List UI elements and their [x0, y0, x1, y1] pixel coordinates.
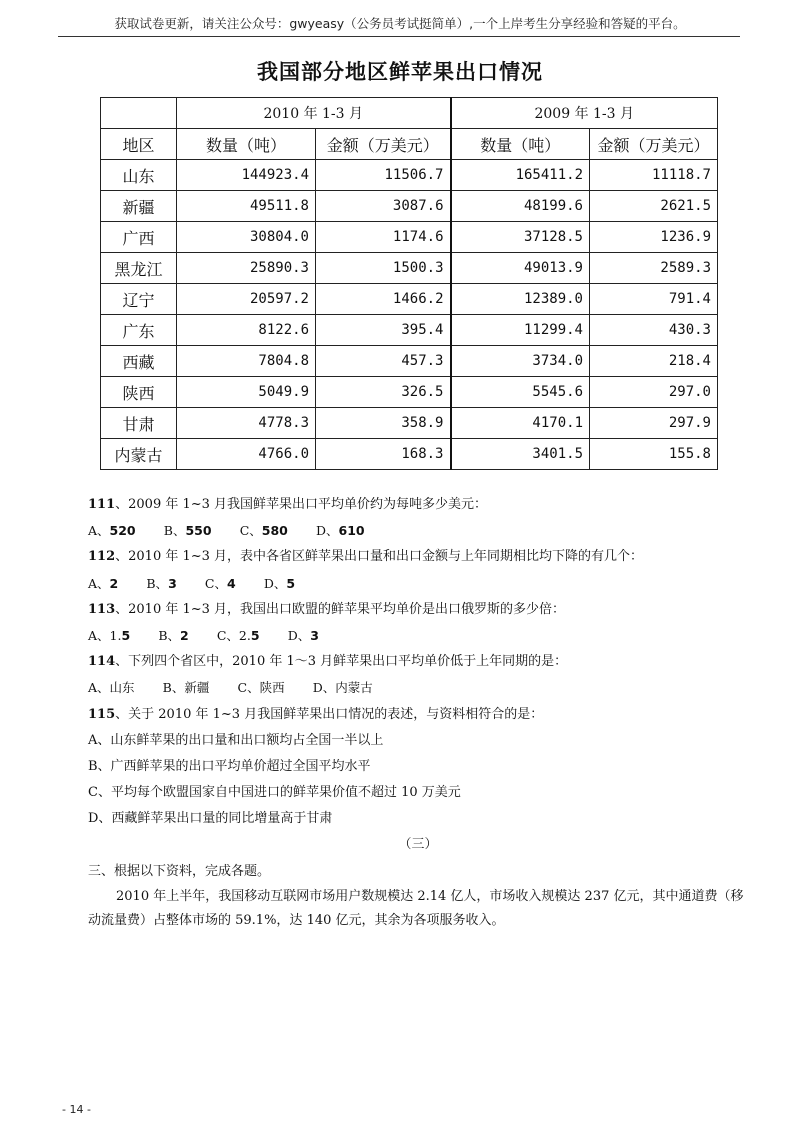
region-cell: 黑龙江 [101, 253, 177, 284]
question-number: 113 [88, 601, 116, 617]
option-c[interactable]: C、580 [239, 523, 288, 539]
options-112 [88, 571, 748, 597]
section-intro: 三、根据以下资料，完成各题。 [88, 863, 271, 879]
options-113 [88, 623, 748, 649]
question-text: 、2010 年 1~3 月，表中各省区鲜苹果出口量和出口金额与上年同期相比均下降的有几个： [115, 549, 644, 565]
option-b[interactable]: B、广西鲜苹果的出口平均单价超过全国平均水平 [88, 758, 371, 774]
value-cell: 326.5 [316, 377, 451, 408]
question-114 [88, 649, 748, 675]
option-a[interactable]: A、520 [88, 523, 136, 539]
table-row [101, 253, 718, 284]
section-marker: （三） [398, 837, 438, 853]
apple-export-table [100, 97, 718, 470]
value-cell: 5049.9 [177, 377, 316, 408]
value-cell: 11299.4 [451, 315, 590, 346]
value-cell: 4778.3 [177, 408, 316, 439]
value-cell: 297.9 [590, 408, 718, 439]
value-cell: 2589.3 [590, 253, 718, 284]
table-row [101, 222, 718, 253]
region-cell: 广东 [101, 315, 177, 346]
value-cell: 8122.6 [177, 315, 316, 346]
value-cell: 297.0 [590, 377, 718, 408]
option-d[interactable]: D、3 [287, 627, 319, 643]
value-cell: 1500.3 [316, 253, 451, 284]
value-cell: 5545.6 [451, 377, 590, 408]
value-cell: 30804.0 [177, 222, 316, 253]
question-text: 、下列四个省区中，2010 年 1～3 月鲜苹果出口平均单价低于上年同期的是： [115, 654, 568, 670]
question-text: 、关于 2010 年 1~3 月我国鲜苹果出口情况的表述，与资料相符合的是： [115, 706, 544, 722]
region-cell: 陕西 [101, 377, 177, 408]
value-cell: 457.3 [316, 346, 451, 377]
year-header-row [101, 98, 718, 129]
option-c[interactable]: C、平均每个欧盟国家自中国进口的鲜苹果价值不超过 10 万美元 [88, 785, 461, 801]
question-115 [88, 702, 748, 728]
value-cell: 1466.2 [316, 284, 451, 315]
region-cell: 辽宁 [101, 284, 177, 315]
question-112 [88, 544, 748, 570]
value-cell: 168.3 [316, 439, 451, 470]
col-header-qty-2009: 数量（吨） [451, 129, 590, 160]
region-cell: 广西 [101, 222, 177, 253]
value-cell: 11506.7 [316, 160, 451, 191]
table-row [101, 191, 718, 222]
option-b[interactable]: B、550 [163, 523, 212, 539]
table-row [101, 284, 718, 315]
question-text: 、2009 年 1~3 月我国鲜苹果出口平均单价约为每吨多少美元： [115, 497, 488, 512]
question-number: 115 [88, 706, 116, 722]
value-cell: 165411.2 [451, 160, 590, 191]
table-row [101, 346, 718, 377]
value-cell: 218.4 [590, 346, 718, 377]
value-cell: 12389.0 [451, 284, 590, 315]
value-cell: 430.3 [590, 315, 718, 346]
option-a[interactable]: A、山东 [88, 680, 135, 696]
table-title: 我国部分地区鲜苹果出口情况 [257, 60, 543, 84]
region-cell: 内蒙古 [101, 439, 177, 470]
value-cell: 1236.9 [590, 222, 718, 253]
value-cell: 395.4 [316, 315, 451, 346]
value-cell: 155.8 [590, 439, 718, 470]
value-cell: 791.4 [590, 284, 718, 315]
option-d[interactable]: D、西藏鲜苹果出口量的同比增量高于甘肃 [88, 811, 333, 827]
page-number: - 14 - [62, 1103, 91, 1116]
options-111 [88, 518, 748, 544]
value-cell: 4766.0 [177, 439, 316, 470]
year-header-2009: 2009 年 1-3 月 [451, 98, 718, 129]
header-note: 获取试卷更新，请关注公众号：gwyeasy（公务员考试挺简单）,一个上岸考生分享经验和答疑的平台。 [114, 16, 686, 31]
option-b[interactable]: B、3 [146, 575, 177, 591]
option-d[interactable]: D、内蒙古 [312, 680, 373, 696]
region-cell: 西藏 [101, 346, 177, 377]
region-cell: 山东 [101, 160, 177, 191]
option-d[interactable]: D、5 [263, 575, 296, 591]
value-cell: 2621.5 [590, 191, 718, 222]
table-row [101, 315, 718, 346]
value-cell: 7804.8 [177, 346, 316, 377]
option-a[interactable]: A、1.5 [88, 627, 131, 643]
value-cell: 11118.7 [590, 160, 718, 191]
option-c[interactable]: C、陕西 [237, 680, 285, 696]
passage-paragraph: 2010 年上半年，我国移动互联网市场用户数规模达 2.14 亿人，市场收入规模达 237 亿元，其中通道费（移动流量费）占整体市场的 59.1%，达 140 亿元，其余为各项服务收入。 [88, 888, 744, 928]
value-cell: 25890.3 [177, 253, 316, 284]
value-cell: 49511.8 [177, 191, 316, 222]
question-113 [88, 597, 748, 623]
value-cell: 20597.2 [177, 284, 316, 315]
year-header-2010: 2010 年 1-3 月 [177, 98, 451, 129]
table-row [101, 439, 718, 470]
value-cell: 3401.5 [451, 439, 590, 470]
value-cell: 3087.6 [316, 191, 451, 222]
value-cell: 37128.5 [451, 222, 590, 253]
question-number: 114 [88, 654, 116, 670]
table-row [101, 160, 718, 191]
col-header-qty-2010: 数量（吨） [177, 129, 316, 160]
col-header-region: 地区 [101, 129, 177, 160]
column-header-row [101, 129, 718, 160]
value-cell: 49013.9 [451, 253, 590, 284]
value-cell: 358.9 [316, 408, 451, 439]
option-c[interactable]: C、4 [204, 575, 236, 591]
questions-section [88, 492, 748, 933]
col-header-amount-2009: 金额（万美元） [590, 129, 718, 160]
value-cell: 1174.6 [316, 222, 451, 253]
option-c[interactable]: C、2.5 [216, 627, 260, 643]
option-b[interactable]: B、新疆 [162, 680, 210, 696]
option-d[interactable]: D、610 [316, 523, 365, 539]
value-cell: 3734.0 [451, 346, 590, 377]
table-row [101, 408, 718, 439]
empty-corner-cell [101, 98, 177, 129]
question-111 [88, 492, 748, 518]
question-text: 、2010 年 1~3 月，我国出口欧盟的鲜苹果平均单价是出口俄罗斯的多少倍： [115, 601, 566, 617]
value-cell: 48199.6 [451, 191, 590, 222]
region-cell: 新疆 [101, 191, 177, 222]
col-header-amount-2010: 金额（万美元） [316, 129, 451, 160]
option-a[interactable]: A、山东鲜苹果的出口量和出口额均占全国一半以上 [88, 732, 384, 748]
value-cell: 4170.1 [451, 408, 590, 439]
question-number: 111 [88, 497, 116, 512]
header-divider [58, 36, 740, 37]
value-cell: 144923.4 [177, 160, 316, 191]
question-number: 112 [88, 549, 116, 565]
region-cell: 甘肃 [101, 408, 177, 439]
table-row [101, 377, 718, 408]
options-114 [88, 675, 748, 701]
option-a[interactable]: A、2 [88, 575, 119, 591]
option-b[interactable]: B、2 [158, 627, 189, 643]
